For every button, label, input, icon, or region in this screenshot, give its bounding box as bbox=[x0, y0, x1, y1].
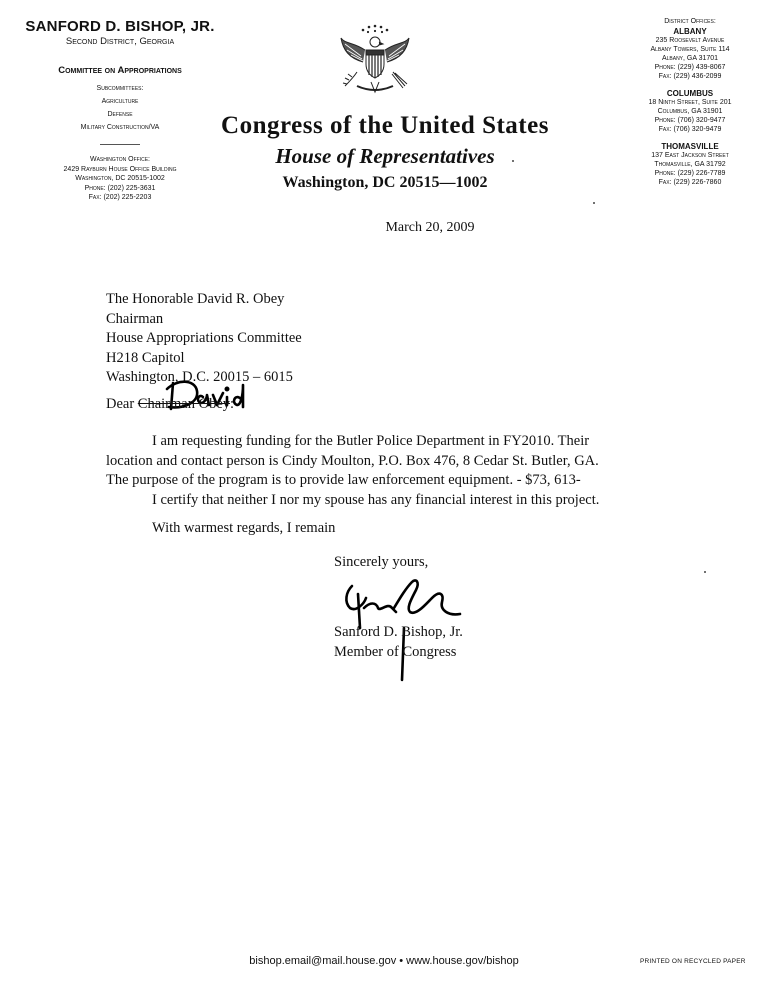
recipient-line: H218 Capitol bbox=[106, 349, 185, 366]
office-line: 235 Roosevelt Avenue bbox=[655, 37, 725, 44]
office-columbus bbox=[615, 89, 765, 134]
scan-speck bbox=[704, 571, 706, 573]
footer-contact: bishop.email@mail.house.gov • www.house.gov/bishop bbox=[249, 955, 519, 967]
office-line: Thomasville, GA 31792 bbox=[654, 161, 726, 168]
office-line: Albany Towers, Suite 114 bbox=[650, 46, 730, 53]
salutation-struck-name: Chairman Obey bbox=[137, 396, 231, 412]
letter-body bbox=[106, 432, 706, 510]
office-city: ALBANY bbox=[673, 27, 707, 36]
salutation-prefix: Dear bbox=[106, 396, 138, 412]
office-line: Phone: (229) 226-7789 bbox=[654, 170, 726, 177]
subcommittee-item: Agriculture bbox=[101, 98, 139, 105]
salutation bbox=[106, 396, 234, 413]
office-line: 137 East Jackson Street bbox=[651, 152, 729, 159]
recycled-paper-note: PRINTED ON RECYCLED PAPER bbox=[640, 958, 746, 965]
header-divider bbox=[100, 144, 140, 145]
salutation-suffix: : bbox=[230, 396, 235, 412]
scan-speck bbox=[512, 160, 514, 162]
washington-office-heading: Washington Office: bbox=[89, 156, 151, 163]
body-line: location and contact person is Cindy Moulton, P.O. Box 476, 8 Cedar St. Butler, GA. bbox=[106, 452, 599, 469]
office-line: Albany, GA 31701 bbox=[661, 55, 719, 62]
scan-speck bbox=[593, 202, 595, 204]
body-line: I certify that neither I nor my spouse has any financial interest in this project. bbox=[152, 491, 600, 508]
signer-name: Sanford D. Bishop, Jr. bbox=[334, 624, 463, 640]
recipient-line: Chairman bbox=[106, 310, 164, 327]
office-city: COLUMBUS bbox=[666, 89, 714, 98]
office-line: Phone: (229) 439-8067 bbox=[654, 64, 726, 71]
recipient-line: House Appropriations Committee bbox=[106, 330, 302, 346]
body-line: I am requesting funding for the Butler Police Department in FY2010. Their bbox=[152, 433, 590, 449]
office-line: Fax: (229) 436-2099 bbox=[658, 73, 722, 80]
washington-office-line: Washington, DC 20515-1002 bbox=[75, 175, 165, 182]
office-line: Phone: (706) 320-9477 bbox=[654, 117, 726, 124]
washington-office-line: Fax: (202) 225-2203 bbox=[88, 194, 152, 201]
member-name: SANFORD D. BISHOP, JR. bbox=[25, 18, 215, 35]
office-line: 18 Ninth Street, Suite 201 bbox=[648, 99, 732, 106]
signer-block bbox=[334, 623, 463, 662]
office-thomasville bbox=[615, 142, 765, 187]
signer-title: Member of Congress bbox=[334, 643, 457, 660]
letterhead-city: Washington, DC 20515—1002 bbox=[282, 174, 488, 191]
closing-line: With warmest regards, I remain bbox=[152, 520, 336, 536]
letter-date: March 20, 2009 bbox=[385, 220, 475, 235]
member-district: Second District, Georgia bbox=[65, 36, 175, 47]
recipient-line: The Honorable David R. Obey bbox=[106, 291, 285, 307]
subcommittee-item: Military Construction/VA bbox=[80, 124, 160, 131]
subcommittee-item: Defense bbox=[107, 111, 133, 118]
body-line: The purpose of the program is to provide law enforcement equipment. - $73, 613- bbox=[106, 472, 581, 488]
office-line: Columbus, GA 31901 bbox=[657, 108, 723, 115]
office-albany bbox=[615, 27, 765, 81]
letterhead-house: House of Representatives bbox=[275, 144, 495, 168]
recipient-line: Washington, D.C. 20015 – 6015 bbox=[106, 369, 293, 385]
office-city: THOMASVILLE bbox=[661, 142, 719, 151]
sincerely-line: Sincerely yours, bbox=[334, 554, 429, 570]
district-offices bbox=[615, 18, 765, 195]
office-line: Fax: (229) 226-7860 bbox=[658, 179, 722, 186]
washington-office-line: Phone: (202) 225-3631 bbox=[84, 184, 156, 192]
great-seal-eagle-icon bbox=[335, 20, 415, 100]
subcommittees-heading: Subcommittees: bbox=[96, 85, 144, 92]
washington-office-line: 2429 Rayburn House Office Building bbox=[63, 165, 177, 173]
letterhead-congress: Congress of the United States bbox=[221, 112, 549, 139]
office-line: Fax: (706) 320-9479 bbox=[658, 126, 722, 133]
committee-name: Committee on Appropriations bbox=[58, 65, 182, 76]
district-offices-heading: District Offices: bbox=[664, 18, 716, 25]
recipient-address bbox=[106, 290, 302, 388]
